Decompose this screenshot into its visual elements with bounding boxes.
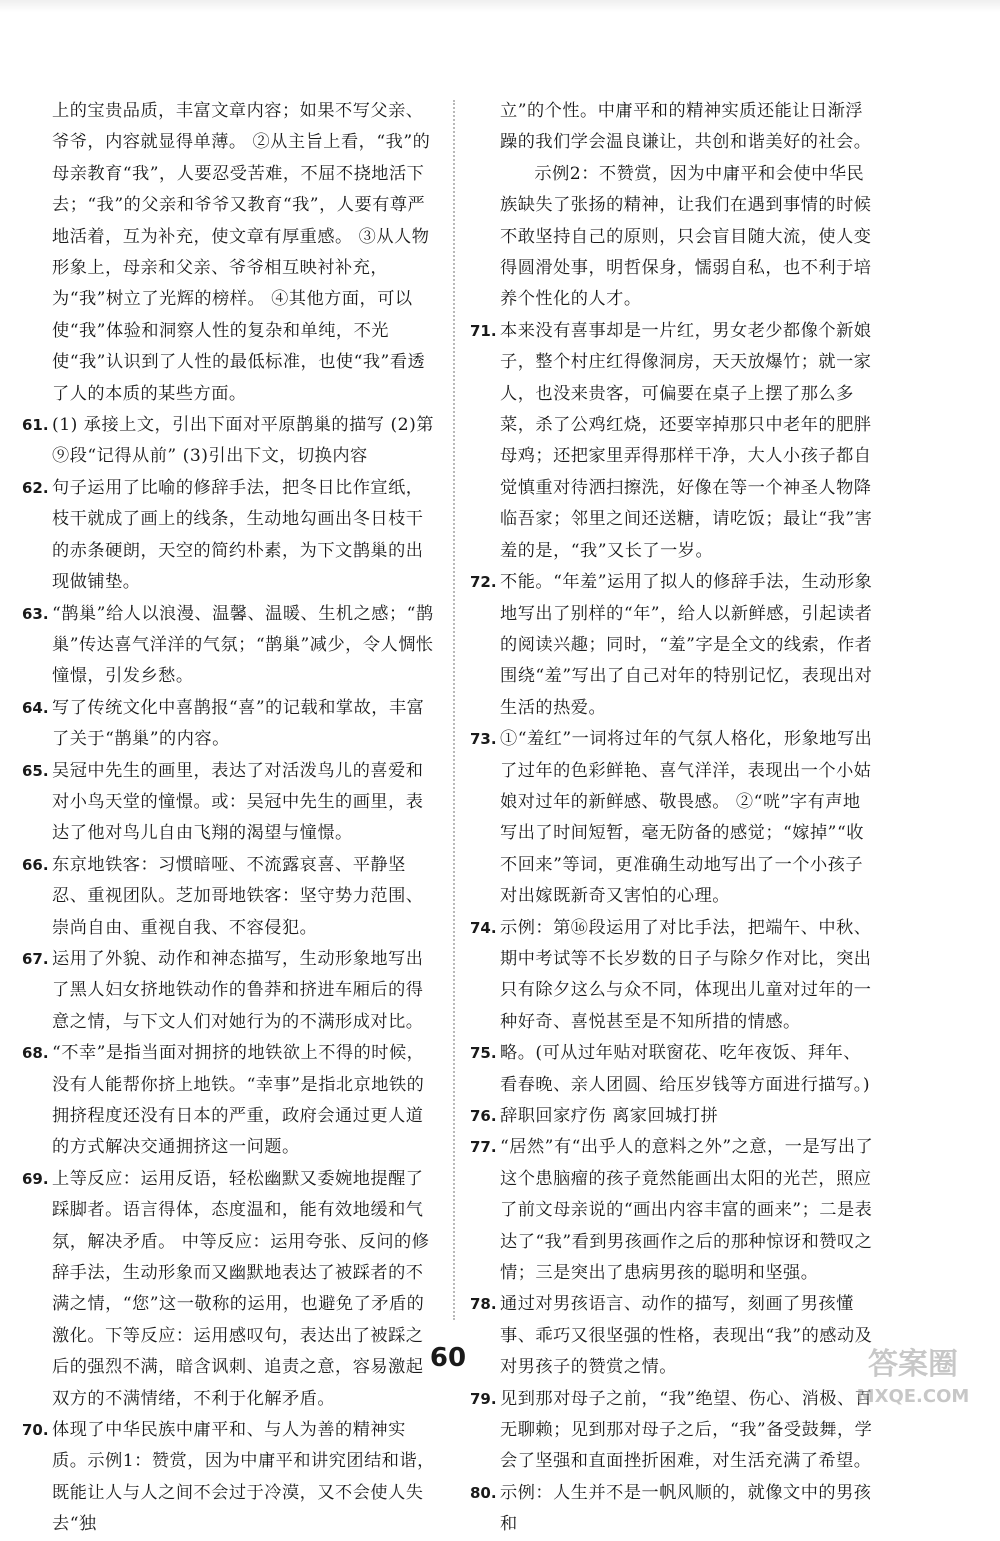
answer-text: 运用了外貌、动作和神态描写，生动形象地写出了黑人妇女挤地铁动作的鲁莽和挤进车厢后的得意之情，与下文人们对她行为的不满形成对比。: [52, 948, 424, 1032]
answer-item: [22, 693, 440, 756]
answer-continuation: [470, 159, 878, 316]
answer-number: 62.: [22, 478, 49, 497]
answer-number: 68.: [22, 1044, 49, 1063]
answer-text: 见到那对母子之前，“我”绝望、伤心、消极、百无聊赖；见到那对母子之后，“我”备受鼓舞，学会了坚强和直面挫折困难，对生活充满了希望。: [500, 1388, 873, 1472]
answer-text: 示例2：不赞赏，因为中庸平和会使中华民族缺失了张扬的精神，让我们在遇到事情的时候不敢坚持自己的原则，只会盲目随大流，使人变得圆滑处事，明哲保身，懦弱自私，也不利于培养个性化的人才。: [500, 163, 872, 310]
answer-number: 66.: [22, 855, 49, 874]
answer-text: 句子运用了比喻的修辞手法，把冬日比作宣纸，枝干就成了画上的线条，生动地勾画出冬日枝干的赤条硬朗，天空的简约朴素，为下文鹊巢的出现做铺垫。: [52, 477, 424, 593]
answer-item: [22, 756, 440, 850]
answer-item: [22, 1038, 440, 1164]
answer-text: 本来没有喜事却是一片红，男女老少都像个新娘子，整个村庄红得像洞房，天天放爆竹；就一家人，也没来贵客，可偏要在桌子上摆了那么多菜，杀了公鸡红烧，还要宰掉那只中老年的肥胖母鸡；还把家里弄得那样干净，大人小孩子都自觉慎重对待洒扫擦洗，好像在等一个神圣人物降临吾家；邻里之间还送糖，请吃饭；最让“我”害羞的是，“我”又长了一岁。: [500, 320, 873, 561]
answer-text: “鹊巢”给人以浪漫、温馨、温暖、生机之感；“鹊巢”传达喜气洋洋的气氛；“鹊巢”减少，令人惆怅憧憬，引发乡愁。: [52, 603, 434, 687]
watermark-line1: 答案圈: [868, 1347, 958, 1382]
answer-text: 通过对男孩语言、动作的描写，刻画了男孩懂事、乖巧又很坚强的性格，表现出“我”的感动及对男孩子的赞赏之情。: [500, 1294, 873, 1378]
answer-item: [470, 1101, 878, 1132]
answer-text: 辞职回家疗伤 离家回城打拼: [500, 1106, 719, 1126]
answer-text: 上的宝贵品质，丰富文章内容；如果不写父亲、爷爷，内容就显得单薄。 ②从主旨上看，“我”的母亲教育“我”，人要忍受苦难，不屈不挠地活下去；“我”的父亲和爷爷又教育“我”，人要有尊严地活着，互为补充，使文章有厚重感。 ③从人物形象上，母亲和父亲、爷爷相互映衬补充，为“我”树立了光辉的榜样。 ④其他方面，可以使“我”体验和洞察人性的复杂和单纯，不光使“我”认识到了人性的最低标准，也使“我”看透了人的本质的某些方面。: [52, 101, 431, 404]
page-top-shadow: [0, 0, 1000, 12]
answer-number: 79.: [470, 1389, 497, 1408]
answer-text: 上等反应：运用反语，轻松幽默又委婉地提醒了踩脚者。语言得体，态度温和，能有效地缓和气氛，解决矛盾。 中等反应：运用夸张、反问的修辞手法，生动形象而又幽默地表达了被踩者的不满之情，“您”这一敬称的运用，也避免了矛盾的激化。下等反应：运用感叹句，表达出了被踩之后的强烈不满，暗含讽刺、追责之意，容易激起双方的不满情绪，不利于化解矛盾。: [52, 1168, 430, 1409]
answer-item: [22, 599, 440, 693]
answer-column-left: [22, 96, 440, 1541]
answer-text: 不能。“年羞”运用了拟人的修辞手法，生动形象地写出了别样的“年”，给人以新鲜感，引起读者的阅读兴趣；同时，“羞”字是全文的线索，作者围绕“羞”写出了自己对年的特别记忆，表现出对生活的热爱。: [500, 572, 873, 718]
answer-number: 78.: [470, 1295, 497, 1314]
answer-text: 写了传统文化中喜鹊报“喜”的记载和掌故，丰富了关于“鹊巢”的内容。: [52, 697, 425, 750]
answer-text: “不幸”是指当面对拥挤的地铁欲上不得的时候，没有人能帮你挤上地铁。“幸事”是指北京地铁的拥挤程度还没有日本的严重，政府会通过更人道的方式解决交通拥挤这一问题。: [52, 1043, 425, 1158]
watermark-line2: MXQE.COM: [856, 1386, 970, 1407]
answer-item: [22, 850, 440, 944]
answer-item: [470, 1132, 878, 1289]
page-number: 60: [429, 1343, 467, 1373]
answer-number: 67.: [22, 949, 49, 968]
answer-number: 74.: [470, 918, 497, 937]
answer-number: 75.: [470, 1044, 497, 1063]
answer-number: 69.: [22, 1169, 49, 1188]
answer-continuation: [22, 96, 440, 410]
answer-item: [470, 567, 878, 724]
answer-number: 65.: [22, 761, 49, 780]
answer-number: 80.: [470, 1483, 497, 1502]
answer-item: [470, 913, 878, 1039]
answer-item: [22, 1164, 440, 1415]
answer-item: [470, 316, 878, 567]
answer-continuation: [470, 96, 878, 159]
watermark-logo: [838, 1338, 988, 1410]
answer-item: [22, 473, 440, 599]
answer-item: [470, 1384, 878, 1478]
answer-text: 立”的个性。中庸平和的精神实质还能让日渐浮躁的我们学会温良谦让，共创和谐美好的社会。: [500, 101, 872, 153]
answer-text: 体现了中华民族中庸平和、与人为善的精神实质。示例1：赞赏，因为中庸平和讲究团结和谐，既能让人与人之间不会过于冷漠，又不会使人失去“独: [52, 1420, 435, 1535]
answer-text: ①“羞红”一词将过年的气氛人格化，形象地写出了过年的色彩鲜艳、喜气洋洋，表现出一个小姑娘对过年的新鲜感、敬畏感。 ②“咣”字有声地写出了时间短暂，毫无防备的感觉；“嫁掉”“收不回来”等词，更准确生动地写出了一个小孩子对出嫁既新奇又害怕的心理。: [500, 729, 873, 907]
answer-item: [470, 724, 878, 912]
answer-number: 77.: [470, 1138, 497, 1157]
answer-text: 示例：人生并不是一帆风顺的，就像文中的男孩和: [500, 1482, 872, 1535]
answer-number: 70.: [22, 1421, 49, 1440]
column-divider: [453, 100, 455, 1320]
answer-text: “居然”有“出乎人的意料之外”之意，一是写出了这个患脑瘤的孩子竟然能画出太阳的光芒，照应了前文母亲说的“画出内容丰富的画来”；二是表达了“我”看到男孩画作之后的那种惊讶和赞叹之情；三是突出了患病男孩的聪明和坚强。: [500, 1137, 874, 1284]
answer-number: 64.: [22, 698, 49, 717]
answer-column-right: [470, 96, 878, 1541]
answer-number: 76.: [470, 1107, 497, 1125]
answer-text: (1) 承接上文，引出下面对平原鹊巢的描写 (2)第⑨段“记得从前” (3)引出下文，切换内容: [52, 415, 434, 467]
answer-text: 略。(可从过年贴对联窗花、吃年夜饭、拜年、看春晚、亲人团圆、给压岁钱等方面进行描写。): [500, 1043, 871, 1095]
answer-item: [470, 1038, 878, 1101]
answer-number: 61.: [22, 416, 49, 435]
answer-number: 63.: [22, 604, 49, 623]
answer-item: [22, 410, 440, 473]
answer-number: 73.: [470, 730, 497, 749]
answer-text: 示例：第⑯段运用了对比手法，把端午、中秋、期中考试等不长岁数的日子与除夕作对比，突出只有除夕这么与众不同，体现出儿童对过年的一种好奇、喜悦甚至是不知所措的情感。: [500, 917, 872, 1032]
answer-item: [22, 1415, 440, 1541]
answer-item: [22, 944, 440, 1038]
answer-number: 72.: [470, 573, 497, 592]
answer-item: [470, 1478, 878, 1541]
answer-text: 东京地铁客：习惯暗哑、不流露哀喜、平静坚忍、重视团队。芝加哥地铁客：坚守势力范围、崇尚自由、重视自我、不容侵犯。: [52, 854, 424, 938]
answer-number: 71.: [470, 321, 497, 340]
answer-text: 吴冠中先生的画里，表达了对活泼鸟儿的喜爱和对小鸟天堂的憧憬。或：吴冠中先生的画里，表达了他对鸟儿自由飞翔的渴望与憧憬。: [52, 760, 424, 844]
